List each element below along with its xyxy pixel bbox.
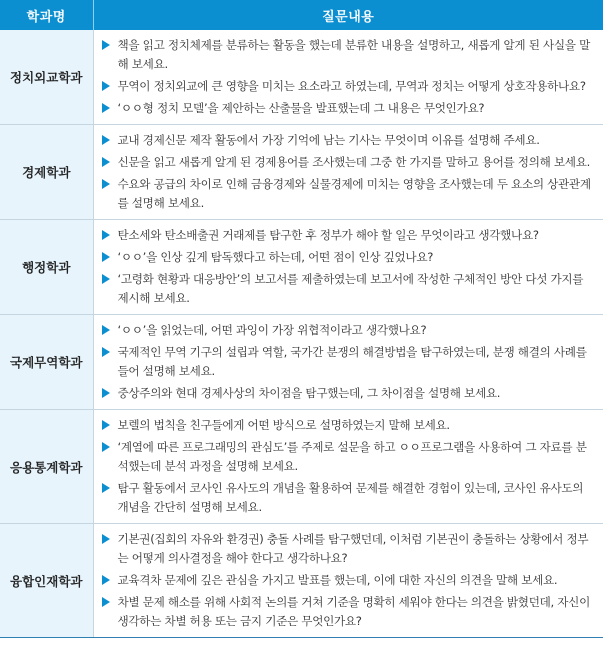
question-text: 탐구 활동에서 코사인 유사도의 개념을 활용하여 문제를 해결한 경험이 있는데, 코사인 유사도의 개념을 간단히 설명해 보세요.	[117, 481, 584, 514]
question-text: 교내 경제신문 제작 활동에서 가장 기억에 남는 기사는 무엇이며 이유를 설명해 주세요.	[117, 133, 540, 147]
question-item	[102, 321, 594, 340]
department-name: 응용통계학과	[0, 410, 93, 524]
triangle-bullet-icon	[102, 575, 110, 585]
question-text: 중상주의와 현대 경제사상의 차이점을 탐구했는데, 그 차이점을 설명해 보세요.	[117, 386, 501, 400]
question-item	[102, 571, 594, 590]
question-text: ‘ㅇㅇ’을 읽었는데, 어떤 과잉이 가장 위협적이라고 생각했나요?	[117, 323, 427, 337]
triangle-bullet-icon	[102, 135, 110, 145]
triangle-bullet-icon	[102, 81, 110, 91]
department-name: 경제학과	[0, 125, 93, 220]
triangle-bullet-icon	[102, 442, 110, 452]
triangle-bullet-icon	[102, 274, 110, 284]
table-row	[0, 315, 603, 410]
question-list	[93, 315, 603, 410]
question-item	[102, 99, 594, 118]
triangle-bullet-icon	[102, 534, 110, 544]
question-text: 책을 읽고 정치체제를 분류하는 활동을 했는데 분류한 내용을 설명하고, 새롭게 알게 된 사실을 말해 보세요.	[117, 38, 590, 71]
triangle-bullet-icon	[102, 103, 110, 113]
triangle-bullet-icon	[102, 325, 110, 335]
question-list	[93, 410, 603, 524]
triangle-bullet-icon	[102, 597, 110, 607]
question-list	[93, 125, 603, 220]
question-item	[102, 153, 594, 172]
question-text: 보렐의 법칙을 친구들에게 어떤 방식으로 설명하였는지 말해 보세요.	[117, 418, 450, 432]
question-item	[102, 77, 594, 96]
triangle-bullet-icon	[102, 230, 110, 240]
triangle-bullet-icon	[102, 40, 110, 50]
table-header-row	[0, 0, 603, 30]
question-text: 차별 문제 해소를 위해 사회적 논의를 거쳐 기준을 명확히 세워야 한다는 의견을 밝혔던데, 자신이 생각하는 차별 허용 또는 금지 기준은 무엇인가요?	[117, 595, 590, 628]
triangle-bullet-icon	[102, 483, 110, 493]
table-row	[0, 220, 603, 315]
question-item	[102, 416, 594, 435]
question-list	[93, 524, 603, 638]
department-name: 정치외교학과	[0, 30, 93, 125]
question-item	[102, 131, 594, 150]
question-list	[93, 220, 603, 315]
triangle-bullet-icon	[102, 420, 110, 430]
questions-column-header: 질문내용	[93, 0, 603, 30]
department-column-header: 학과명	[0, 0, 93, 30]
table-row	[0, 125, 603, 220]
question-item	[102, 270, 594, 308]
question-item	[102, 384, 594, 403]
triangle-bullet-icon	[102, 347, 110, 357]
question-item	[102, 175, 594, 213]
question-text: 교육격차 문제에 깊은 관심을 가지고 발표를 했는데, 이에 대한 자신의 의견을 말해 보세요.	[117, 573, 558, 587]
question-item	[102, 36, 594, 74]
question-item	[102, 438, 594, 476]
question-text: 수요와 공급의 차이로 인해 금융경제와 실물경제에 미치는 영향을 조사했는데 두 요소의 상관관계를 설명해 보세요.	[117, 177, 591, 210]
department-name: 융합인재학과	[0, 524, 93, 638]
table-row	[0, 410, 603, 524]
question-text: ‘ㅇㅇ형 정치 모델’을 제안하는 산출물을 발표했는데 그 내용은 무엇인가요?	[117, 101, 485, 115]
department-name: 국제무역학과	[0, 315, 93, 410]
question-item	[102, 226, 594, 245]
triangle-bullet-icon	[102, 388, 110, 398]
question-item	[102, 479, 594, 517]
triangle-bullet-icon	[102, 252, 110, 262]
question-item	[102, 530, 594, 568]
table-row	[0, 524, 603, 638]
question-text: ‘계열에 따른 프로그래밍의 관심도’를 주제로 설문을 하고 ㅇㅇ프로그램을 사용하여 그 자료를 분석했는데 분석 과정을 설명해 보세요.	[117, 440, 587, 473]
question-item	[102, 248, 594, 267]
triangle-bullet-icon	[102, 179, 110, 189]
question-text: 기본권(집회의 자유와 환경권) 충돌 사례를 탐구했던데, 이처럼 기본권이 충돌하는 상황에서 정부는 어떻게 의사결정을 해야 한다고 생각하나요?	[117, 532, 589, 565]
question-item	[102, 343, 594, 381]
triangle-bullet-icon	[102, 157, 110, 167]
question-text: ‘고령화 현황과 대응방안’의 보고서를 제출하였는데 보고서에 작성한 구체적인 방안 다섯 가지를 제시해 보세요.	[117, 272, 584, 305]
question-text: 국제적인 무역 기구의 설립과 역할, 국가간 분쟁의 해결방법을 탐구하였는데, 분쟁 해결의 사례를 들어 설명해 보세요.	[117, 345, 587, 378]
question-item	[102, 593, 594, 631]
question-text: 탄소세와 탄소배출권 거래제를 탐구한 후 정부가 해야 할 일은 무엇이라고 생각했나요?	[117, 228, 539, 242]
department-name: 행정학과	[0, 220, 93, 315]
question-text: 무역이 정치외교에 큰 영향을 미치는 요소라고 하였는데, 무역과 정치는 어떻게 상호작용하나요?	[117, 79, 586, 93]
table-row	[0, 30, 603, 125]
table-body	[0, 30, 603, 638]
question-list	[93, 30, 603, 125]
question-text: 신문을 읽고 새롭게 알게 된 경제용어를 조사했는데 그중 한 가지를 말하고 용어를 정의해 보세요.	[117, 155, 590, 169]
question-text: ‘ㅇㅇ’을 인상 깊게 탐독했다고 하는데, 어떤 점이 인상 깊었나요?	[117, 250, 434, 264]
